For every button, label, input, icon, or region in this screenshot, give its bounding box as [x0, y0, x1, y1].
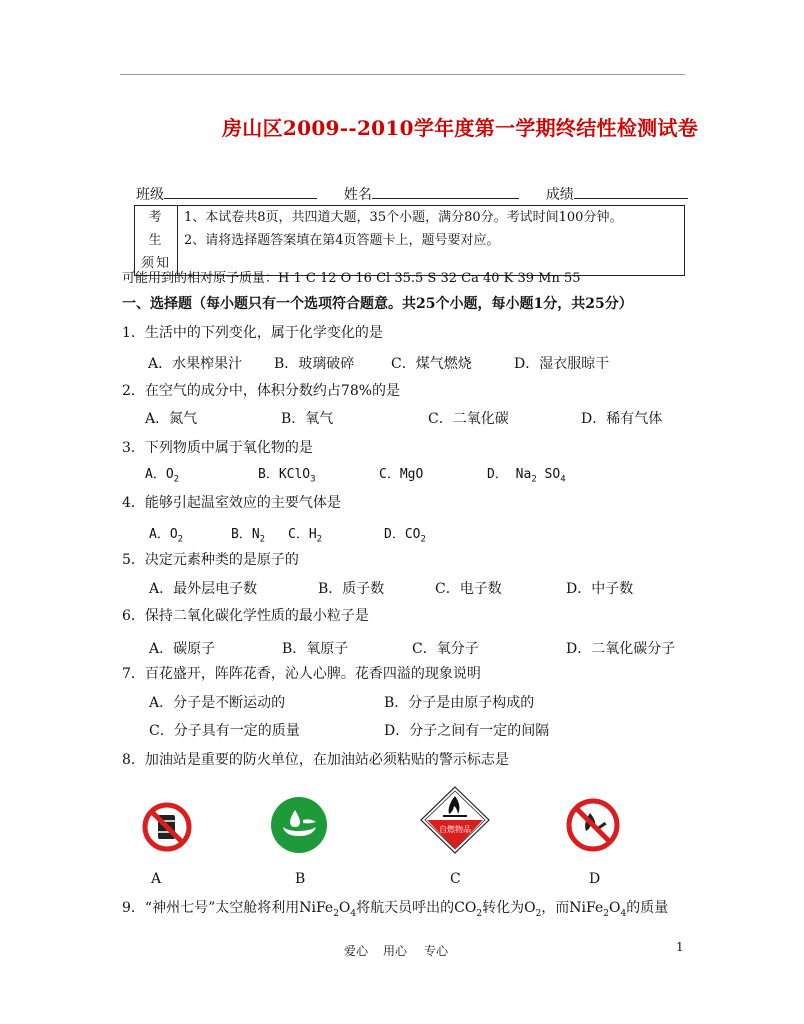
q6-option-a: A．碳原子 — [149, 641, 216, 657]
q7-option-a: A．分子是不断运动的 — [149, 695, 286, 711]
sign-b-label: B — [295, 871, 306, 887]
q2-option-a: A．氮气 — [145, 411, 198, 427]
page-title: 房山区2009--2010学年度第一学期终结性检测试卷 — [222, 116, 699, 140]
sign-c-spontaneous-combustion-icon — [420, 786, 490, 854]
q6-stem: 6．保持二氧化碳化学性质的最小粒子是 — [122, 608, 369, 624]
q5-option-d: D．中子数 — [566, 581, 634, 597]
q3-option-a: A．$O_2$ — [145, 467, 180, 485]
q4-option-c: C．$H_2$ — [288, 527, 323, 545]
score-label: 成绩 — [545, 187, 574, 203]
sign-a-label: A — [151, 871, 162, 887]
header-rule — [120, 74, 685, 75]
q1-option-b: B．玻璃破碎 — [274, 356, 355, 372]
q1-option-c: C．煤气燃烧 — [391, 356, 472, 372]
q4-stem: 4．能够引起温室效应的主要气体是 — [122, 495, 341, 511]
sign-a-no-oil-drum-icon — [141, 801, 193, 853]
q3-option-b: B．KClO$_3$ — [258, 467, 316, 485]
name-blank[interactable] — [372, 184, 519, 199]
q5-stem: 5．决定元素种类的是原子的 — [122, 552, 299, 568]
class-label: 班级 — [136, 187, 164, 203]
q2-option-c: C．二氧化碳 — [428, 411, 509, 427]
q7-stem: 7．百花盛开，阵阵花香，沁人心脾。花香四溢的现象说明 — [122, 666, 481, 682]
class-blank[interactable] — [164, 184, 317, 199]
student-info-row — [136, 184, 688, 204]
name-label: 姓名 — [343, 187, 372, 203]
atomic-mass-line: 可能用到的相对原子质量：H 1 C 12 O 16 Cl 35.5 S 32 Ca 40 K 39 Mn 55 — [122, 271, 581, 286]
q7-option-c: C．分子具有一定的质量 — [149, 723, 300, 739]
q9-stem: 9．“神州七号”太空舱将利用$NiFe_2O_4$将航天员呼出的$CO_2$转化为$O_2$，而$NiFe_2O_4$的质量 — [122, 900, 669, 919]
q3-stem: 3．下列物质中属于氧化物的是 — [122, 440, 313, 456]
q2-stem: 2．在空气的成分中，体积分数约占78%的是 — [122, 383, 401, 399]
footer-motto-3: 专心 — [424, 944, 449, 958]
q6-option-d: D．二氧化碳分子 — [566, 641, 676, 657]
sign-d-no-open-flame-icon — [565, 797, 621, 853]
footer-motto-2: 用心 — [383, 944, 408, 958]
q5-option-a: A．最外层电子数 — [149, 581, 258, 597]
notice-table — [134, 205, 685, 276]
q6-option-c: C．氧分子 — [412, 641, 479, 657]
q6-option-b: B．氧原子 — [282, 641, 349, 657]
q5-option-c: C．电子数 — [435, 581, 502, 597]
q4-option-b: B．$N_2$ — [231, 527, 266, 545]
q4-option-a: A．$O_2$ — [149, 527, 184, 545]
notice-heading: 考 生 须知 — [135, 206, 178, 276]
notice-content — [178, 206, 685, 276]
q2-option-b: B．氧气 — [281, 411, 334, 427]
section1-heading: 一、选择题（每小题只有一个选项符合题意。共25个小题，每小题1分，共25分） — [122, 296, 633, 312]
sign-d-label: D — [589, 871, 601, 887]
q1-option-a: A．水果榨果汁 — [148, 356, 243, 372]
notice-line-2: 2、请将选择题答案填在第4页答题卡上，题号要对应。 — [184, 233, 500, 248]
q7-option-b: B．分子是由原子构成的 — [384, 695, 535, 711]
q4-option-d: D．$CO_2$ — [384, 527, 426, 545]
q1-stem: 1．生活中的下列变化，属于化学变化的是 — [122, 325, 383, 341]
q3-option-c: C．MgO — [379, 467, 424, 482]
score-blank[interactable] — [574, 184, 688, 199]
page-number: 1 — [676, 940, 684, 954]
notice-line-1: 1、本试卷共8页，共四道大题，35个小题，满分80分。考试时间100分钟。 — [184, 210, 623, 225]
q2-option-d: D．稀有气体 — [581, 411, 663, 427]
sign-b-water-saving-icon — [270, 796, 328, 854]
q1-option-d: D．湿衣服晾干 — [514, 356, 610, 372]
q3-option-d: D． $Na_2$ $SO_4$ — [487, 467, 566, 485]
footer-motto-1: 爱心 — [344, 944, 369, 958]
q7-option-d: D．分子之间有一定的间隔 — [384, 723, 550, 739]
q8-stem: 8．加油站是重要的防火单位，在加油站必须粘贴的警示标志是 — [122, 752, 509, 768]
q5-option-b: B．质子数 — [318, 581, 385, 597]
sign-c-label: C — [450, 871, 461, 887]
sign-c-text: 自燃物品 — [439, 825, 471, 834]
